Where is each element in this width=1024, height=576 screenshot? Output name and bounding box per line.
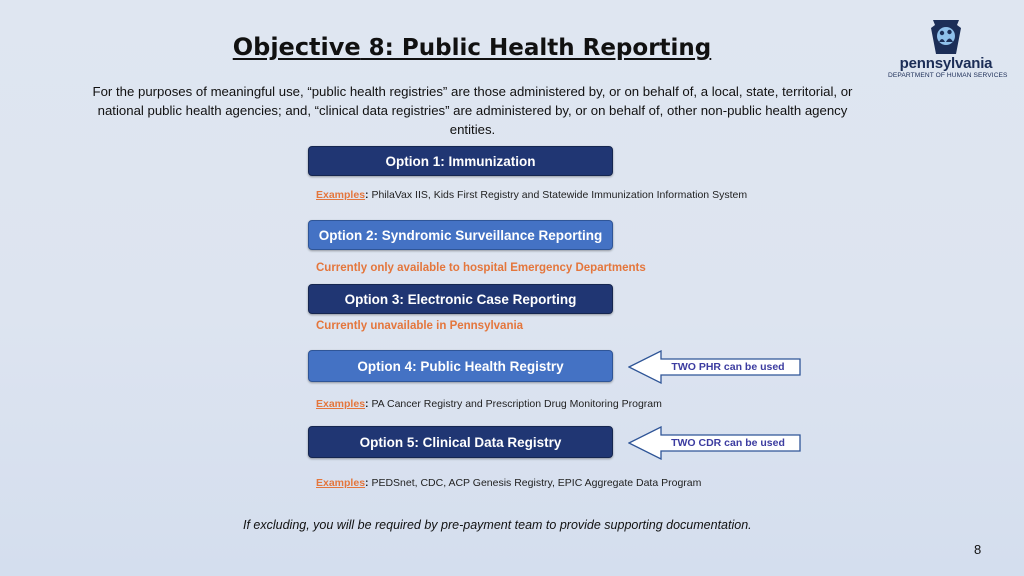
option-2-note: Currently only available to hospital Emergency Departments (316, 262, 646, 274)
pa-dhs-logo (888, 20, 1008, 79)
option-1-examples: Examples: PhilaVax IIS, Kids First Registry and Statewide Immunization Information System (316, 189, 748, 201)
option-5-box (308, 426, 613, 458)
footer-note: If excluding, you will be required by pre-payment team to provide supporting documentation. (243, 518, 752, 532)
keystone-family-icon (930, 20, 962, 54)
option-4-examples: Examples: PA Cancer Registry and Prescription Drug Monitoring Program (316, 398, 662, 410)
logo-department: DEPARTMENT OF HUMAN SERVICES (888, 72, 1008, 79)
examples-text: PEDSnet, CDC, ACP Genesis Registry, EPIC Aggregate Data Program (368, 477, 702, 489)
examples-text: PhilaVax IIS, Kids First Registry and Statewide Immunization Information System (368, 189, 748, 201)
title-objective: Objective (232, 33, 361, 61)
examples-text: PA Cancer Registry and Prescription Drug Monitoring Program (368, 398, 662, 410)
examples-label: Examples (316, 477, 366, 489)
examples-label: Examples (316, 398, 366, 410)
logo-brand: pennsylvania (899, 55, 993, 72)
option-4-label: Option 4: Public Health Registry (357, 358, 564, 374)
cdr-callout-arrow (628, 426, 802, 460)
intro-text: For the purposes of meaningful use, “public health registries” are those administered by, or on behalf of, a local, state, territorial, or national public health agencies; and, “clinical data registries” are administered by, or on behalf of, other non-public health agency entities. (92, 84, 853, 137)
option-2-label: Option 2: Syndromic Surveillance Reporting (318, 227, 603, 243)
examples-label: Examples (316, 189, 366, 201)
option-2-box (308, 220, 613, 250)
phr-callout-arrow (628, 350, 802, 384)
cdr-callout-text: TWO CDR can be used (671, 437, 785, 449)
option-5-label: Option 5: Clinical Data Registry (359, 434, 562, 450)
page-number: 8 (974, 542, 982, 557)
option-3-box (308, 284, 613, 314)
slide-title (0, 33, 944, 61)
option-3-label: Option 3: Electronic Case Reporting (344, 291, 577, 307)
option-1-label: Option 1: Immunization (385, 153, 536, 169)
phr-callout-text: TWO PHR can be used (671, 361, 785, 373)
option-3-note: Currently unavailable in Pennsylvania (316, 320, 524, 332)
option-1-box (308, 146, 613, 176)
option-5-examples: Examples: PEDSnet, CDC, ACP Genesis Registry, EPIC Aggregate Data Program (316, 477, 702, 489)
option-4-box (308, 350, 613, 382)
title-topic: 8: Public Health Reporting (360, 35, 712, 61)
